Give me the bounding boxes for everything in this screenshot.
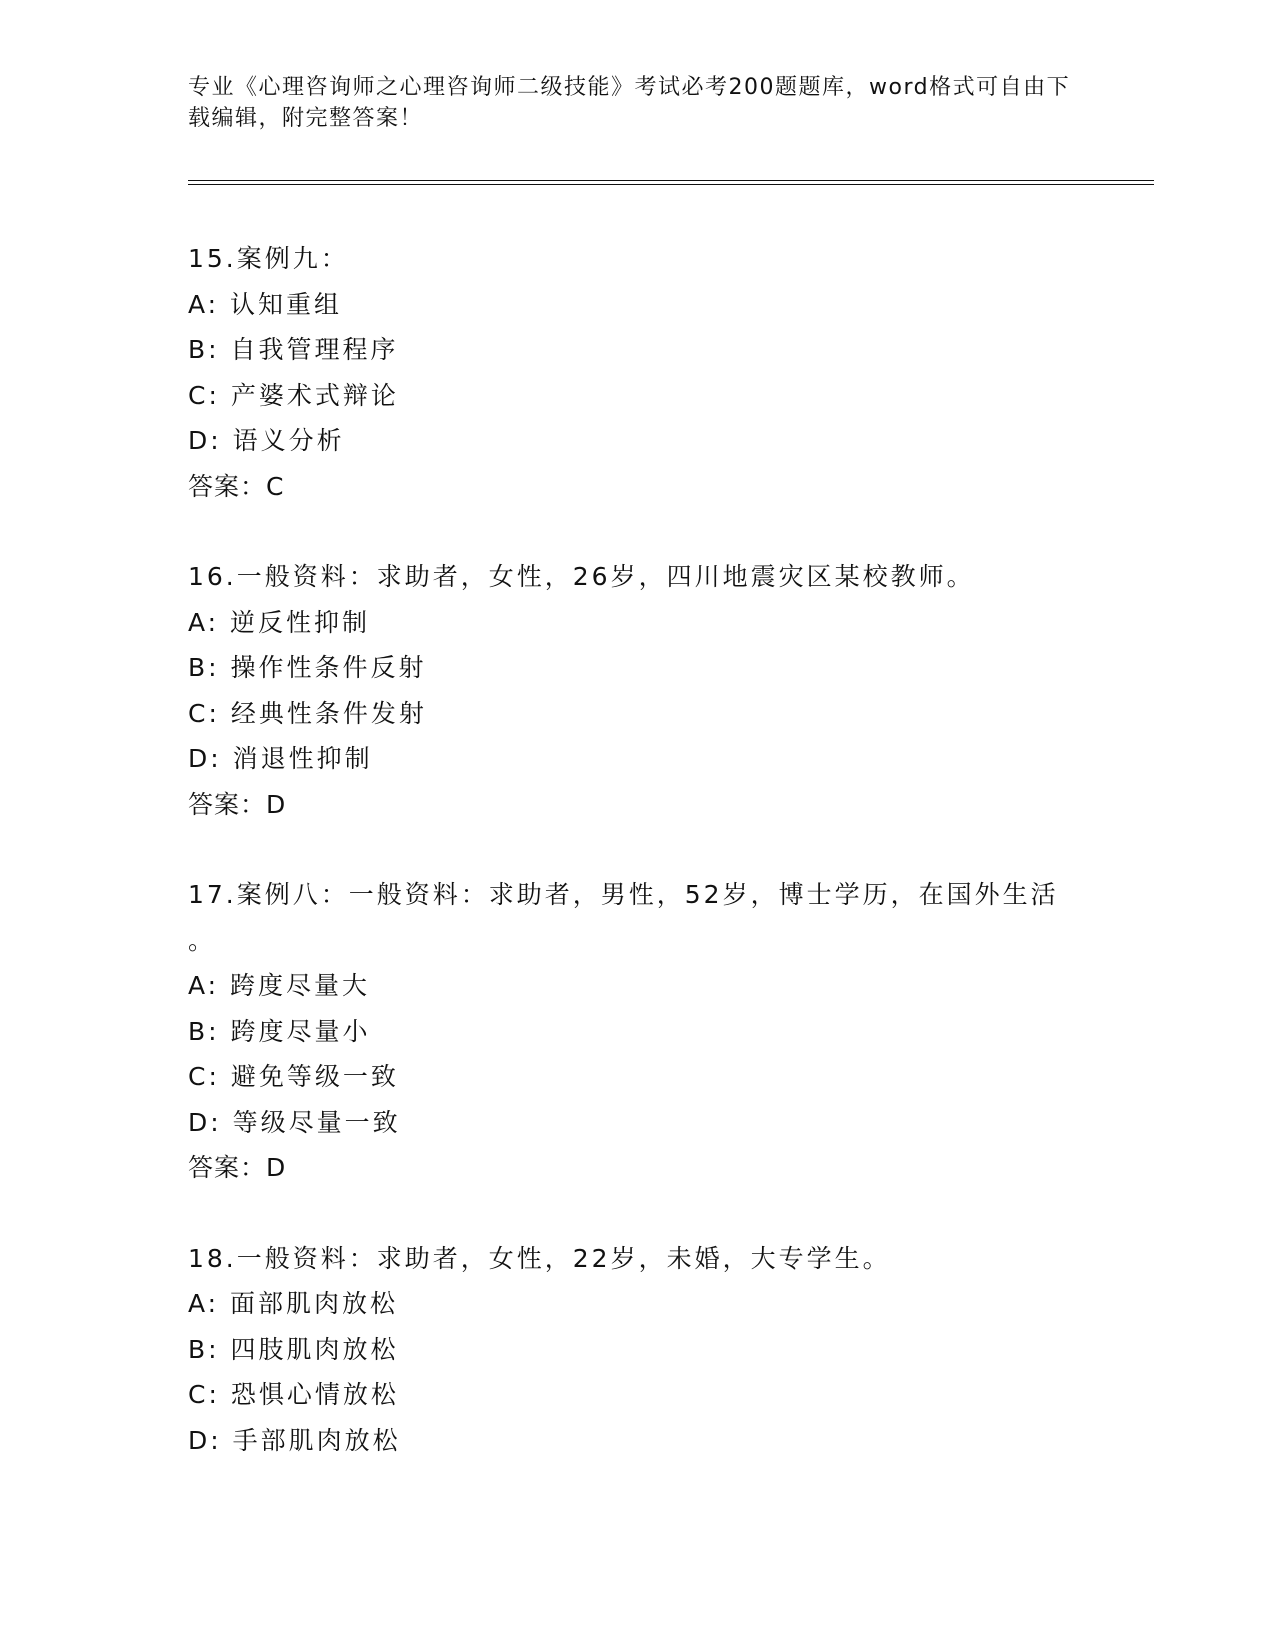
option-c: C: 恐惧心情放松 [188, 1380, 399, 1409]
question-stem: 17.案例八：一般资料：求助者，男性，52岁，博士学历，在国外生活 [188, 880, 1059, 909]
option-d: D: 手部肌肉放松 [188, 1425, 401, 1455]
question-16 [188, 554, 1154, 827]
option-a: A: 跨度尽量大 [188, 971, 371, 1000]
question-stem-continuation: 。 [188, 925, 217, 955]
question-15 [188, 236, 1154, 509]
option-d: D: 等级尽量一致 [188, 1107, 401, 1137]
option-b: B: 操作性条件反射 [188, 653, 427, 682]
option-c: C: 产婆术式辩论 [188, 380, 399, 410]
option-d: D: 消退性抑制 [188, 744, 373, 773]
option-c: C: 避免等级一致 [188, 1062, 399, 1091]
answer-line: 答案：D [188, 1153, 287, 1182]
option-d: D: 语义分析 [188, 426, 345, 455]
answer-line: 答案：D [188, 789, 287, 819]
option-b: B: 自我管理程序 [188, 335, 399, 364]
option-a: A: 认知重组 [188, 289, 343, 319]
question-stem: 15.案例九： [188, 244, 349, 273]
question-stem: 16.一般资料：求助者，女性，26岁，四川地震灾区某校教师。 [188, 562, 975, 591]
option-b: B: 四肢肌肉放松 [188, 1334, 399, 1364]
option-a: A: 逆反性抑制 [188, 607, 371, 637]
answer-line: 答案：C [188, 471, 285, 501]
question-17 [188, 872, 1154, 1191]
header-divider-bottom [188, 184, 1154, 185]
question-stem: 18.一般资料：求助者，女性，22岁，未婚，大专学生。 [188, 1243, 891, 1273]
option-c: C: 经典性条件发射 [188, 698, 427, 728]
header-divider-top [188, 180, 1154, 181]
question-18 [188, 1236, 1154, 1464]
option-a: A: 面部肌肉放松 [188, 1289, 399, 1318]
header-text: 专业《心理咨询师之心理咨询师二级技能》考试必考200题题库，word格式可自由下载编辑，附完整答案！ [188, 75, 1071, 131]
document-header [188, 72, 1088, 134]
question-list [188, 236, 1154, 1508]
option-b: B: 跨度尽量小 [188, 1016, 371, 1046]
